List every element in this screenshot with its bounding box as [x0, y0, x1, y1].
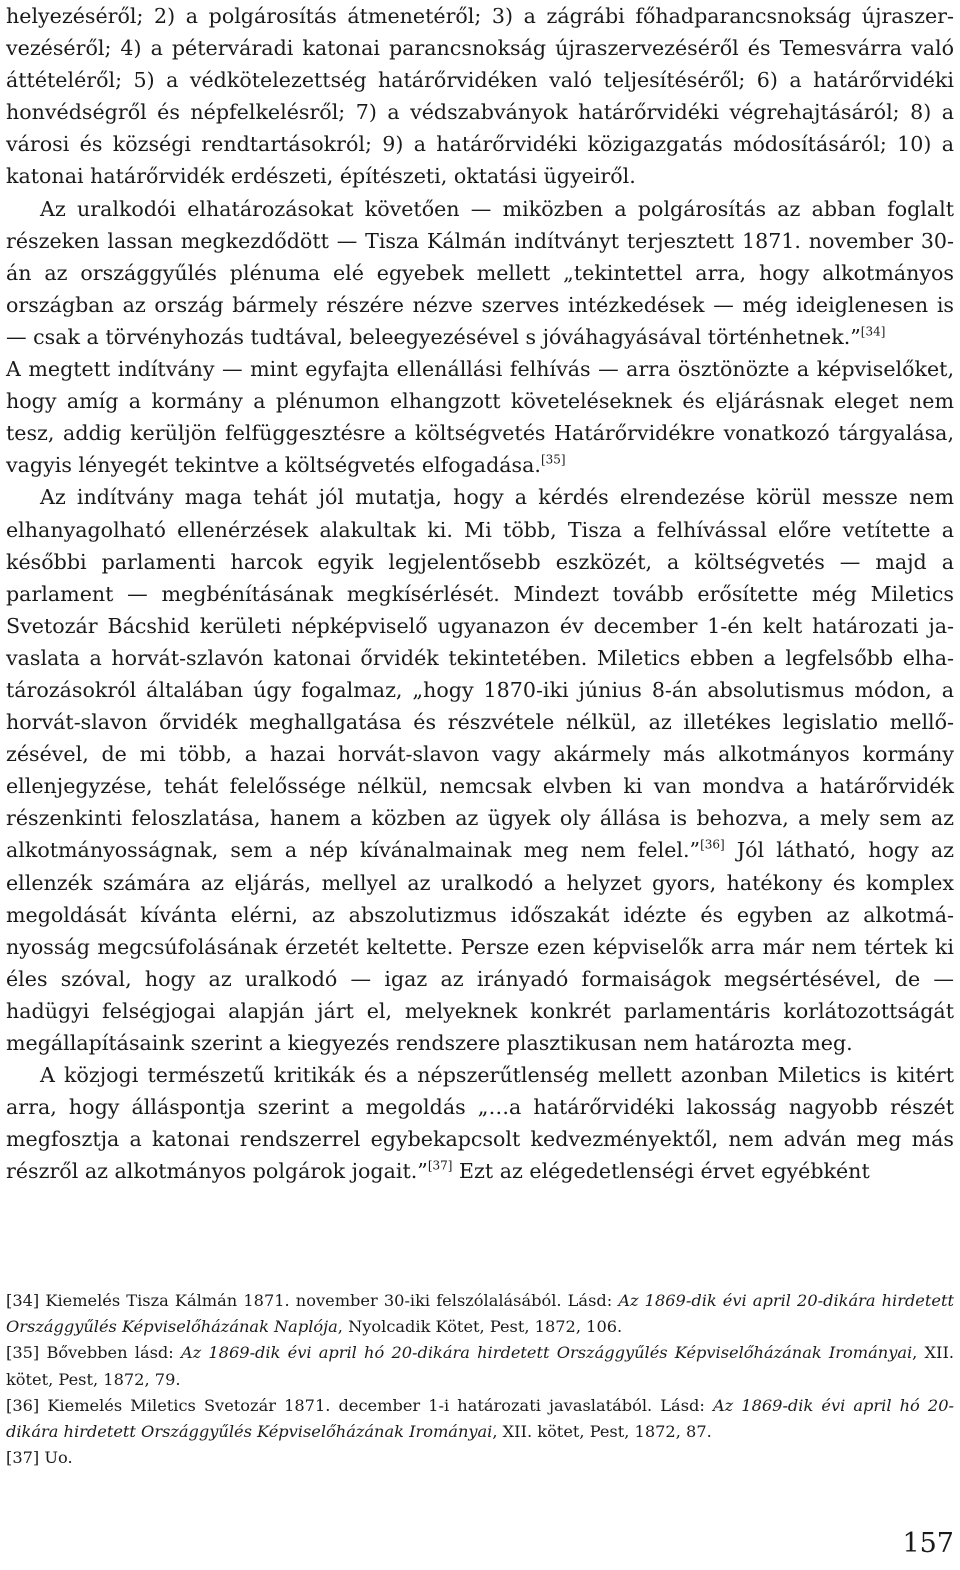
- footnote-34: [6, 1288, 954, 1340]
- paragraph-text: Az uralkodói elhatározásokat követően — miközben a polgárosítás az abban foglalt részeken lassan megkezdődött — Tisza Kálmán indítványt terjesztett 1871. november 30-án az országgyűlés plénuma elé egyebek mellett „tekintettel arra, hogy alkotmányos országban az ország bármely részére nézve szerves intézkedések — még ideiglenesen is — csak a törvényhozás tudtával, beleegyezésével s jóváhagyásával történhetnek.”: [6, 196, 954, 349]
- body-text: [6, 0, 954, 1187]
- footnote-ref-34[interactable]: [34]: [860, 324, 886, 339]
- footnote-text: , XII. kötet, Pest, 1872, 87.: [492, 1422, 712, 1442]
- document-page: [6, 0, 954, 1468]
- footnote-source-title: Az 1869-dik évi april hó 20-dikára hirdetett Országgyűlés Képviselőházának Irományai: [6, 1395, 954, 1442]
- footnote-text: [36] Kiemelés Miletics Svetozár 1871. december 1-i határozati javaslatából. Lásd:: [6, 1395, 713, 1415]
- paragraph-1: [6, 0, 954, 193]
- paragraph-2: [6, 193, 954, 353]
- footnote-ref-36[interactable]: [36]: [700, 838, 725, 853]
- footnote-text: [37] Uo.: [6, 1448, 73, 1468]
- paragraph-text-continued: Ezt az elégedetlenségi érvet egyébként: [452, 1159, 870, 1184]
- footnote-36: [6, 1393, 954, 1445]
- footnote-text: [35] Bővebben lásd:: [6, 1343, 181, 1363]
- footnote-ref-35[interactable]: [35]: [540, 452, 566, 467]
- footnote-35: [6, 1340, 954, 1392]
- paragraph-3: [6, 353, 954, 481]
- footnote-source-title: Az 1869-dik évi april 20-dikára hirdetett Országgyűlés Képviselőházának Naplója: [6, 1291, 954, 1337]
- paragraph-text-continued: Jól látható, hogy az ellenzék számára az eljárás, mellyel az uralkodó a helyzet gyors, hatékony és komplex megoldását kívánta elérni, az abszolutizmus időszakát idézte és egyben az alkotmányosság megcsúfolásának érzetét keltette. Persze ezen képviselők arra már nem tértek ki éles szóval, hogy az uralkodó — igaz az irányadó formaiságok megsértésével, de — hadügyi felségjogai alapján járt el, melyeknek konkrét parlamentáris korlátozottságát megállapításaink szerint a kiegyezés rendszere plasztikusan nem határozta meg.: [6, 838, 954, 1055]
- paragraph-text: A megtett indítvány — mint egyfajta ellenállási felhívás — arra ösztönözte a képviselőket, hogy amíg a kormány a plénumon elhangzott követeléseknek és eljárásnak eleget nem tesz, addig kerüljön felfüggesztésre a költségvetés Határőrvidékre vonatkozó tárgyalása, vagyis lényegét tekintve a költségvetés elfogadása.: [6, 357, 954, 478]
- paragraph-text: Az indítvány maga tehát jól mutatja, hogy a kérdés elrendezése körül messze nem elhanyagolható ellenérzések alakultak ki. Mi több, Tisza a felhívással előre vetítette a későbbi parlamenti harcok egyik legjelentősebb eszközét, a költségvetés — majd a parlament — megbénításának megkísérlését. Mindezt tovább erősítette még Miletics Svetozár Bácshid kerületi népképviselő ugyanazon év december 1-én kelt határozati javaslata a horvát-szlavón katonai őrvidék tekintetében. Miletics ebben a legfelsőbb elhatározásokról általában úgy fogalmaz, „hogy 1870-iki június 8-án absolutismus módon, a horvát-slavon őrvidék meghallgatása és részvétele nélkül, az illetékes legislatio mellőzésével, de mi több, a hazai horvát-slavon vagy akármely más alkotmányos kormány ellenjegyzése, tehát felelőssége nélkül, nemcsak elvben ki van mondva a határőrvidék részenkinti feloszlatása, hanem a közben az ügyek oly állása is behozva, a mely sem az alkotmányosságnak, sem a nép kívánalmainak meg nem felel.”: [6, 485, 954, 863]
- footnote-source-title: Az 1869-dik évi april hó 20-dikára hirdetett Országgyűlés Képviselőházának Irományai: [180, 1343, 913, 1363]
- paragraph-4: [6, 481, 954, 1059]
- footnote-ref-37[interactable]: [37]: [427, 1158, 453, 1173]
- footnote-text: [34] Kiemelés Tisza Kálmán 1871. november 30-iki felszólalásából. Lásd:: [6, 1291, 619, 1310]
- page-number: 157: [902, 1528, 954, 1559]
- paragraph-text: helyezéséről; 2) a polgárosítás átmenetéről; 3) a zágrábi főhadparancsnokság újraszervezéséről; 4) a péterváradi katonai parancsnokság újraszervezéséről és Temesvárra való áttételéről; 5) a védkötelezettség határőrvidéken való teljesítéséről; 6) a határőrvidéki honvédségről és népfelkelésről; 7) a védszabványok határőrvidéki végrehajtásáról; 8) a városi és községi rendtartásokról; 9) a határőrvidéki közigazgatás módosításáról; 10) a katonai határőrvidék erdészeti, építészeti, oktatási ügyeiről.: [6, 4, 954, 189]
- footnotes: [6, 1288, 954, 1471]
- footnote-text: , Nyolcadik Kötet, Pest, 1872, 106.: [337, 1317, 623, 1337]
- paragraph-text: A közjogi természetű kritikák és a népszerűtlenség mellett azonban Miletics is kitért arra, hogy álláspontja szerint a megoldás „…a határőrvidéki lakosság nagyobb részét megfosztja a katonai rendszerrel egybekapcsolt kedvezményektől, nem adván meg más részről az alkotmányos polgárok jogait.”: [6, 1063, 954, 1184]
- footnote-text: , XII. kötet, Pest, 1872, 79.: [6, 1343, 954, 1389]
- footnote-37: [6, 1445, 954, 1471]
- paragraph-5: [6, 1059, 954, 1187]
